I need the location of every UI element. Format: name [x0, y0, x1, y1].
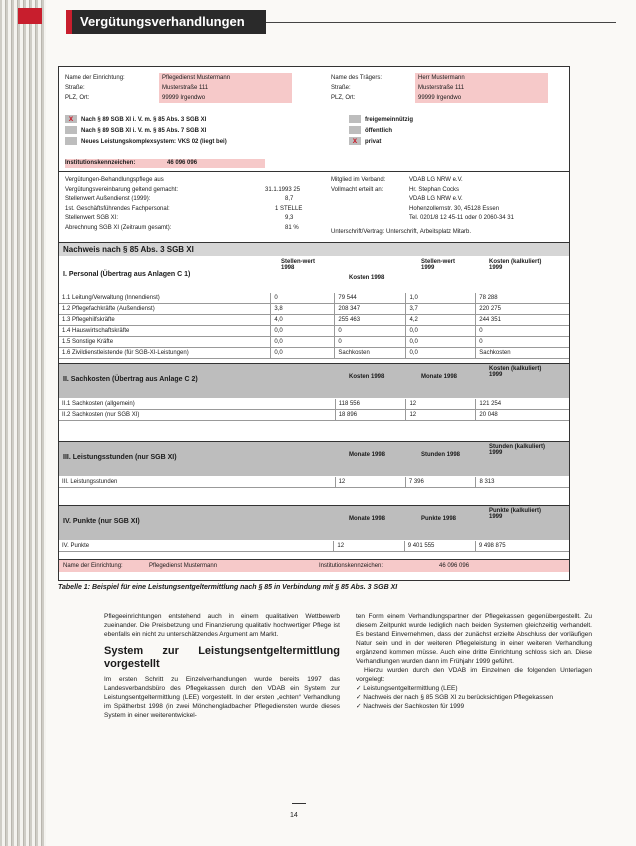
checkbox-checked-icon: x — [65, 115, 77, 123]
row-value: 0 — [476, 326, 569, 337]
row-label: 1.1 Leitung/Verwaltung (Innendienst) — [59, 293, 271, 304]
header-rule — [266, 22, 616, 23]
row-value: 3,8 — [271, 304, 335, 315]
info-left-values — [159, 73, 292, 103]
check-item[interactable]: öffentlich — [349, 126, 413, 137]
col-header: Monate 1998 — [349, 452, 386, 458]
section2-header — [59, 363, 569, 398]
stat-row: VDAB LG NRW e.V. — [409, 196, 463, 202]
row-value: 0,0 — [271, 348, 335, 359]
table-row — [59, 304, 569, 315]
info-value: Musterstraße 111 — [418, 85, 465, 91]
stat-row: Vergütungsvereinbarung geltend gemacht: 31.1.1993 25 — [65, 186, 301, 193]
col-header: Kosten (kalkuliert) 1999 — [489, 366, 542, 378]
info-label: PLZ, Ort: — [331, 95, 356, 101]
list-item: ✓ Nachweis der nach § 85 SGB XI zu berücksichtigen Pflegekassen — [356, 694, 553, 701]
row-value: 12 — [406, 399, 476, 410]
footer-label: Name der Einrichtung: — [63, 563, 123, 569]
table-row — [59, 337, 569, 348]
stat-row: Tel. 0201/8 12 45-11 oder 0 2060-34 31 — [409, 215, 514, 221]
checkbox-checked-icon: x — [349, 137, 361, 145]
col-header: Kosten 1998 — [349, 374, 385, 380]
info-value: Musterstraße 111 — [162, 85, 209, 91]
row-value: 0 — [335, 337, 406, 348]
row-value: 1,0 — [406, 293, 476, 304]
stat-row: Abrechnung SGB XI (Zeitraum gesamt): 81 % — [65, 224, 299, 231]
page-number-rule — [292, 803, 306, 804]
stat-row: Mitglied im Verband: VDAB LG NRW e.V. — [331, 177, 463, 183]
col-header: Kosten 1998 — [349, 275, 385, 281]
stats-footer: Unterschrift/Vertrag: Unterschrift, Arbeitsplatz Mitarb. — [331, 229, 472, 235]
info-right-labels — [331, 73, 382, 103]
section1-table — [59, 293, 569, 359]
row-value: Sachkosten — [335, 348, 406, 359]
ik-row — [65, 159, 265, 168]
row-label: 1.4 Hauswirtschaftskräfte — [59, 326, 271, 337]
info-left-labels — [65, 73, 125, 103]
paragraph: Im ersten Schritt zu Einzelverhandlungen wurde bereits 1997 das Landesverbandsbüro des Pflegekassen durch den VDAB ein System zur Leistungsentgeltermittlung (LEE) vorgestellt. In der ersten „echten“ Verhandlung im Spätherbst 1998 (in zwei Mönchengladbacher Pflegediensten wurde dieses System in einer weiterentwickel- — [104, 676, 340, 719]
paragraph: Pflegeeinrichtungen entstehend auch in einem qualitativen Wettbewerb zueinander. Die Preisbetzung und Finanzierung qualitativ hochwertiger Pflege ist ebenfalls ein nicht zu unterschätzendes Argument am Markt. — [104, 613, 340, 638]
col-header: Punkte 1998 — [421, 516, 457, 522]
row-label: IV. Punkte — [59, 541, 334, 552]
table-row — [59, 326, 569, 337]
col-header: Monate 1998 — [421, 374, 458, 380]
table-row — [59, 410, 569, 421]
check-list-left — [65, 115, 227, 148]
section3-title: III. Leistungsstunden (nur SGB XI) — [63, 454, 177, 461]
section4-table — [59, 541, 569, 552]
row-value: 0,0 — [271, 326, 335, 337]
ik-label: Institutionskennzeichen: — [65, 160, 136, 166]
row-label: 1.2 Pflegefachkräfte (Außendienst) — [59, 304, 271, 315]
check-item[interactable]: Neues Leistungskomplexsystem: VKS 02 (liegt bei) — [65, 137, 227, 148]
stat-row: Hohenzollernstr. 30, 45128 Essen — [409, 205, 500, 212]
checkbox-icon — [349, 126, 361, 134]
checkbox-icon — [65, 137, 77, 145]
book-spine — [0, 0, 46, 846]
spine-marker — [18, 8, 42, 24]
row-value: 220 275 — [476, 304, 569, 315]
row-value: 7 396 — [405, 477, 476, 488]
row-value: 78 288 — [476, 293, 569, 304]
stats-block — [59, 171, 569, 242]
section1-title: I. Personal (Übertrag aus Anlagen C 1) — [63, 271, 191, 278]
col-header: Stunden (kalkuliert) 1999 — [489, 444, 546, 456]
section2-title: II. Sachkosten (Übertrag aus Anlage C 2) — [63, 376, 198, 383]
table-footer — [59, 559, 569, 572]
row-value: 20 048 — [476, 410, 569, 421]
row-value: 121 254 — [476, 399, 569, 410]
table-row — [59, 315, 569, 326]
row-value: 9 401 555 — [404, 541, 475, 552]
row-value: 8 313 — [476, 477, 569, 488]
ik-value: 46 096 096 — [167, 160, 198, 166]
stat-row: 1st. Geschäftsführendes Fachpersonal: 1 STELLE — [65, 205, 303, 212]
row-label: 1.3 Pflegehilfskräfte — [59, 315, 271, 326]
check-item[interactable]: freigemeinnützig — [349, 115, 413, 126]
nachweis-title: Nachweis nach § 85 Abs. 3 SGB XI — [59, 242, 569, 256]
row-value: Sachkosten — [476, 348, 569, 359]
section3-table — [59, 477, 569, 488]
row-label: 1.5 Sonstige Kräfte — [59, 337, 271, 348]
paragraph: Hierzu wurden durch den VDAB im Einzelnen die folgenden Unterlagen vorgelegt: — [356, 667, 592, 683]
table-caption: Tabelle 1: Beispiel für eine Leistungsentgeltermittlung nach § 85 in Verbindung mit § 85 Abs. 3 SGB XI — [58, 584, 398, 591]
info-value: 99999 Irgendwo — [162, 95, 206, 101]
page-header: Vergütungsverhandlungen — [66, 10, 266, 34]
row-value: 0,0 — [406, 337, 476, 348]
list-item: ✓ Leistungsentgeltermittlung (LEE) — [356, 685, 458, 692]
paragraph: ten Form einem Verhandlungspartner der Pflegekassen gegenübergestellt. Zu diesem Zeitpunkt wurde lediglich nach beiden Systemen gleichzeitig verhandelt. Es bestand Einvernehmen, dass der zunächst erzielte Abschluss der vorläufigen Natur sein und in der weiteren Pflegeleistung in einer weiteren Verhandlung ergänzend kommen müsse. Auch eine dritte Einrichtung schloss sich an. Diese Verhandlungen wurden dann im Frühjahr 1999 geführt. — [356, 613, 592, 665]
row-value: 255 463 — [335, 315, 406, 326]
check-item[interactable]: Nach § 89 SGB XI i. V. m. § 85 Abs. 7 SGB XI — [65, 126, 227, 137]
stat-row: Vergütungen-Behandlungspflege aus — [65, 177, 164, 183]
text-column-right — [356, 612, 592, 711]
stat-row: Stellenwert Außendienst (1999): 8,7 — [65, 196, 294, 202]
col-header: Stellen-wert 1998 — [281, 259, 316, 271]
stats-left — [65, 176, 305, 233]
footer-value: 46 096 096 — [439, 563, 470, 569]
row-label: II.1 Sachkosten (allgemein) — [59, 399, 335, 410]
row-value: 244 351 — [476, 315, 569, 326]
row-value: 12 — [334, 541, 404, 552]
stats-right — [331, 176, 561, 224]
table-row — [59, 541, 569, 552]
section2-table — [59, 399, 569, 421]
stat-row: Vollmacht erteilt an: Hr. Stephan Cocks — [331, 186, 460, 193]
row-value: 0 — [476, 337, 569, 348]
info-value: Herr Mustermann — [418, 75, 465, 81]
table-row — [59, 477, 569, 488]
footer-label: Institutionskennzeichen: — [319, 563, 384, 569]
col-header: Punkte (kalkuliert) 1999 — [489, 508, 542, 520]
info-label: PLZ, Ort: — [65, 95, 90, 101]
row-value: 12 — [406, 410, 476, 421]
row-value: 0 — [271, 293, 335, 304]
row-value: 4,2 — [406, 315, 476, 326]
section1-header — [59, 257, 569, 291]
row-label: II.2 Sachkosten (nur SGB XI) — [59, 410, 335, 421]
info-value: Pflegedienst Mustermann — [162, 75, 231, 81]
checkbox-icon — [65, 126, 77, 134]
info-label: Straße: — [331, 85, 351, 91]
table-row — [59, 399, 569, 410]
check-list-right — [349, 115, 413, 148]
section-heading: System zur Leistungsentgeltermittlung vorgestellt — [104, 645, 340, 670]
page-number: 14 — [290, 812, 298, 819]
col-header: Monate 1998 — [349, 516, 386, 522]
row-value: 9 498 875 — [475, 541, 569, 552]
section4-header — [59, 505, 569, 540]
stat-row: Stellenwert SGB XI: 9,3 — [65, 215, 294, 221]
text-column-left — [104, 612, 340, 720]
row-value: 12 — [335, 477, 405, 488]
row-value: 208 347 — [335, 304, 406, 315]
row-label: 1.6 Zivildienstleistende (für SGB-XI-Leistungen) — [59, 348, 271, 359]
row-value: 118 556 — [335, 399, 406, 410]
check-item[interactable]: x privat — [349, 137, 413, 148]
row-value: 4,0 — [271, 315, 335, 326]
col-header: Stunden 1998 — [421, 452, 461, 458]
check-item[interactable]: x Nach § 89 SGB XI i. V. m. § 85 Abs. 3 SGB XI — [65, 115, 227, 126]
row-value: 79 544 — [335, 293, 406, 304]
section4-title: IV. Punkte (nur SGB XI) — [63, 518, 140, 525]
col-header: Kosten (kalkuliert) 1999 — [489, 259, 542, 271]
table-row — [59, 348, 569, 359]
row-label: III. Leistungsstunden — [59, 477, 335, 488]
info-right-values — [415, 73, 548, 103]
row-value: 0 — [335, 326, 406, 337]
row-value: 0,0 — [271, 337, 335, 348]
checkbox-icon — [349, 115, 361, 123]
footer-value: Pflegedienst Mustermann — [149, 563, 218, 569]
row-value: 0,0 — [406, 326, 476, 337]
info-label: Name der Einrichtung: — [65, 75, 125, 81]
info-value: 99999 Irgendwo — [418, 95, 462, 101]
col-header: Stellen-wert 1999 — [421, 259, 456, 271]
row-value: 18 896 — [335, 410, 406, 421]
form-table — [58, 66, 570, 581]
section3-header — [59, 441, 569, 476]
row-value: 3,7 — [406, 304, 476, 315]
info-label: Name des Trägers: — [331, 75, 383, 81]
row-value: 0,0 — [406, 348, 476, 359]
list-item: ✓ Nachweis der Sachkosten für 1999 — [356, 703, 465, 710]
info-label: Straße: — [65, 85, 85, 91]
table-row — [59, 293, 569, 304]
